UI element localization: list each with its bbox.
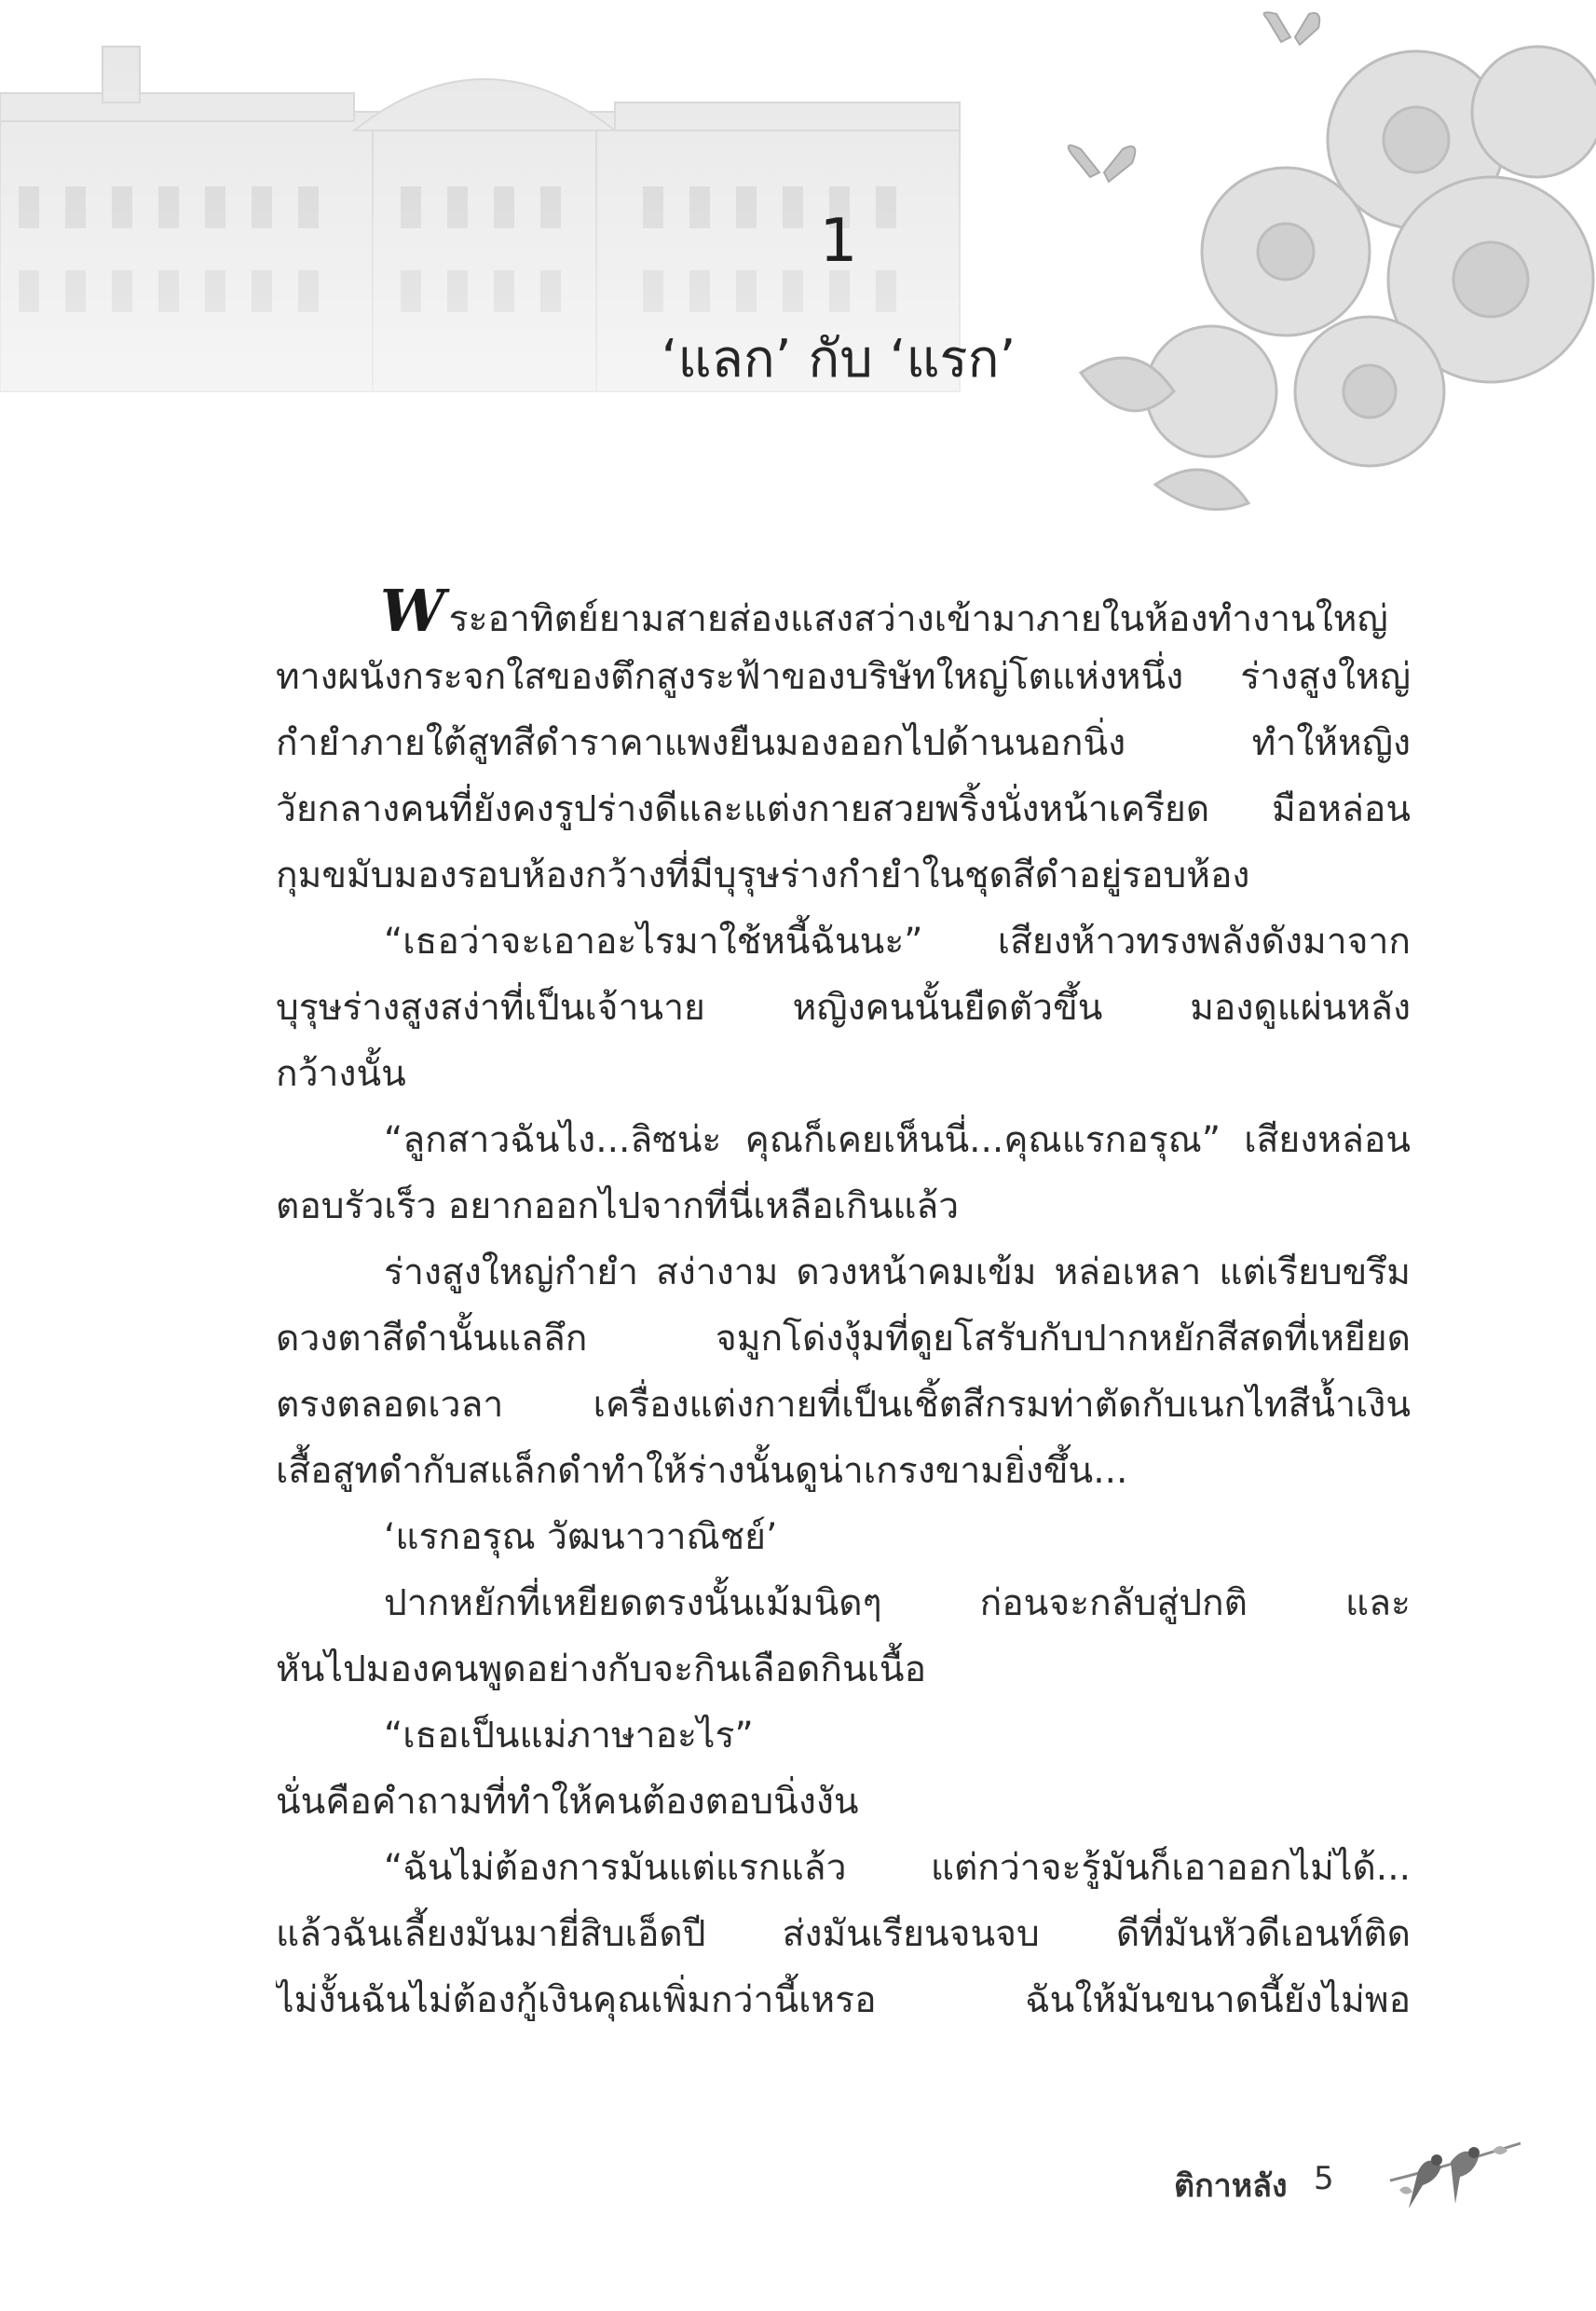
- paragraph-line: เสื้อสูทดำกับสแล็กดำทำให้ร่างนั้นดูน่าเกรงขามยิ่งขึ้น...: [276, 1450, 1128, 1492]
- paragraph-line: ‘แรกอรุณ วัฒนาวาณิชย์’: [384, 1516, 778, 1558]
- paragraph-line: “เธอว่าจะเอาอะไรมาใช้หนี้ฉันนะ” เสียงห้าวทรงพลังดังมาจาก: [384, 921, 1411, 963]
- paragraph-line: Wระอาทิตย์ยามสายส่องแสงสว่างเข้ามาภายในห้องทำงานใหญ่: [380, 578, 1388, 644]
- body-text: [276, 578, 1411, 2033]
- drop-cap: W: [380, 578, 445, 644]
- paragraph-line: บุรุษร่างสูงสง่าที่เป็นเจ้านาย หญิงคนนั้นยืดตัวขึ้น มองดูแผ่นหลัง: [276, 987, 1411, 1029]
- paragraph-line: ตอบรัวเร็ว อยากออกไปจากที่นี่เหลือเกินแล้ว: [276, 1185, 960, 1227]
- birds-on-branch-icon: [1381, 2115, 1530, 2227]
- book-title: ติกาหลัง: [1174, 2167, 1288, 2205]
- paragraph-line: “ฉันไม่ต้องการมันแต่แรกแล้ว แต่กว่าจะรู้มันก็เอาออกไม่ได้...: [384, 1847, 1411, 1889]
- paragraph-line: ปากหยักที่เหยียดตรงนั้นเม้มนิดๆ ก่อนจะกลับสู่ปกติ และ: [384, 1582, 1411, 1624]
- paragraph-line: นั่นคือคำถามที่ทำให้คนต้องตอบนิ่งงัน: [276, 1781, 859, 1823]
- paragraph-line: กว้างนั้น: [276, 1053, 406, 1095]
- paragraph-line: ไม่งั้นฉันไม่ต้องกู้เงินคุณเพิ่มกว่านี้เหรอ ฉันให้มันขนาดนี้ยังไม่พอ: [276, 1979, 1411, 2021]
- paragraph-line: ดวงตาสีดำนั้นแลลึก จมูกโด่งงุ้มที่ดูยโสรับกับปากหยักสีสดที่เหยียด: [276, 1318, 1411, 1360]
- paragraph-line: ทางผนังกระจกใสของตึกสูงระฟ้าของบริษัทใหญ่โตแห่งหนึ่ง ร่างสูงใหญ่: [276, 656, 1411, 698]
- paragraph-line: แล้วฉันเลี้ยงมันมายี่สิบเอ็ดปี ส่งมันเรียนจนจบ ดีที่มันหัวดีเอนท์ติด: [276, 1913, 1411, 1955]
- chapter-number: 1: [819, 207, 858, 276]
- paragraph-line: กุมขมับมองรอบห้องกว้างที่มีบุรุษร่างกำยำในชุดสีดำอยู่รอบห้อง: [276, 855, 1250, 896]
- paragraph-line: ร่างสูงใหญ่กำยำ สง่างาม ดวงหน้าคมเข้ม หล่อเหลา แต่เรียบขรึม: [384, 1251, 1411, 1293]
- paragraph-line: วัยกลางคนที่ยังคงรูปร่างดีและแต่งกายสวยพริ้งนั่งหน้าเครียด มือหล่อน: [276, 788, 1411, 830]
- paragraph-line: “ลูกสาวฉันไง...ลิซน่ะ คุณก็เคยเห็นนี่...คุณแรกอรุณ” เสียงหล่อน: [384, 1119, 1411, 1161]
- page-number: 5: [1314, 2160, 1334, 2197]
- paragraph-line: ตรงตลอดเวลา เครื่องแต่งกายที่เป็นเชิ้ตสีกรมท่าตัดกับเนกไทสีน้ำเงิน: [276, 1384, 1411, 1426]
- paragraph-line: หันไปมองคนพูดอย่างกับจะกินเลือดกินเนื้อ: [276, 1648, 927, 1690]
- paragraph-line: กำยำภายใต้สูทสีดำราคาแพงยืนมองออกไปด้านนอกนิ่ง ทำให้หญิง: [276, 722, 1411, 764]
- chapter-title: ‘แลก’ กับ ‘แรก’: [661, 329, 1016, 390]
- paragraph-line: “เธอเป็นแม่ภาษาอะไร”: [384, 1715, 754, 1757]
